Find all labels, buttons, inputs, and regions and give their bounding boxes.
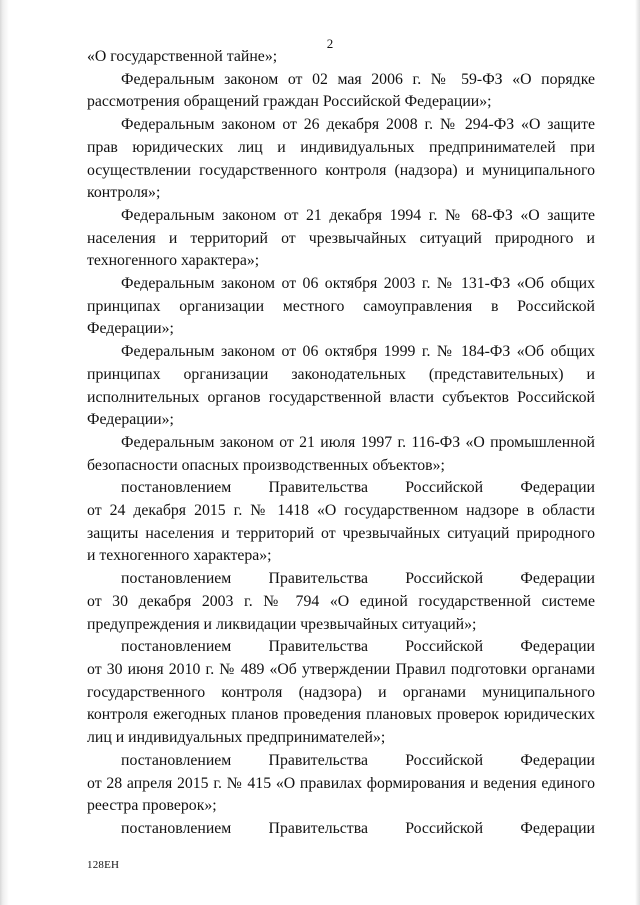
paragraph	[87, 114, 595, 205]
text-line: Федерации»;	[87, 320, 174, 338]
text-line: техногенного характера»;	[87, 252, 260, 270]
text-line: и техногенного характера»;	[87, 547, 272, 565]
text-line: осуществлении государственного контроля (надзора) и муниципального	[87, 161, 595, 179]
text-line: исполнительных органов государственной власти субъектов Российской	[87, 388, 595, 406]
text-line: контроля»;	[87, 184, 161, 202]
text-line: постановлением Правительства Российской Федерации	[121, 570, 595, 588]
paragraph	[87, 818, 595, 841]
paragraph	[87, 477, 595, 568]
paragraph	[87, 46, 595, 69]
text-line: Федерации»;	[87, 411, 174, 429]
paragraph	[87, 273, 595, 341]
text-line: защиты населения и территорий от чрезвычайных ситуаций природного	[87, 524, 595, 542]
text-line: принципах организации законодательных (представительных) и	[87, 365, 595, 383]
paragraph	[87, 636, 595, 750]
paragraph	[87, 750, 595, 818]
paragraph	[87, 432, 595, 477]
text-line: «О государственной тайне»;	[87, 48, 278, 65]
text-line: лиц и индивидуальных предпринимателей»;	[87, 729, 386, 747]
text-line: безопасности опасных производственных объектов»;	[87, 456, 445, 474]
text-line: Федеральным законом от 21 июля 1997 г. 116-ФЗ «О промышленной	[121, 433, 595, 451]
paragraph	[87, 568, 595, 636]
document-body	[87, 46, 595, 841]
text-line: принципах организации местного самоуправления в Российской	[87, 297, 595, 315]
text-line: предупреждения и ликвидации чрезвычайных ситуаций»;	[87, 615, 477, 633]
text-line: государственного контроля (надзора) и органами муниципального	[87, 683, 595, 701]
footer-code: 128ЕН	[87, 859, 120, 871]
text-line: Федеральным законом от 26 декабря 2008 г. № 294-ФЗ «О защите	[121, 116, 595, 134]
text-line: от 24 декабря 2015 г. № 1418 «О государственном надзоре в области	[87, 502, 595, 520]
text-line: прав юридических лиц и индивидуальных предпринимателей при	[87, 138, 595, 156]
text-line: реестра проверок»;	[87, 797, 217, 815]
paragraph	[87, 69, 595, 114]
text-line: от 30 июня 2010 г. № 489 «Об утверждении Правил подготовки органами	[87, 660, 595, 678]
text-line: контроля ежегодных планов проведения плановых проверок юридических	[87, 706, 595, 724]
text-line: рассмотрения обращений граждан Российской Федерации»;	[87, 93, 492, 111]
paragraph	[87, 205, 595, 273]
text-line: Федеральным законом от 02 мая 2006 г. № 59-ФЗ «О порядке	[121, 70, 595, 88]
text-line: постановлением Правительства Российской Федерации	[121, 479, 595, 497]
scan-shadow-left	[0, 0, 9, 905]
text-line: постановлением Правительства Российской Федерации	[121, 751, 595, 769]
text-line: постановлением Правительства Российской Федерации	[121, 638, 595, 656]
paragraph	[87, 341, 595, 432]
text-line: Федеральным законом от 21 декабря 1994 г. № 68-ФЗ «О защите	[121, 206, 595, 224]
text-line: Федеральным законом от 06 октября 2003 г. № 131-ФЗ «Об общих	[121, 275, 595, 293]
page-number: 2	[326, 36, 334, 51]
text-line: от 30 декабря 2003 г. № 794 «О единой государственной системе	[87, 592, 595, 610]
scan-shadow-right	[635, 0, 640, 905]
text-line: постановлением Правительства Российской Федерации	[121, 819, 595, 837]
text-line: от 28 апреля 2015 г. № 415 «О правилах формирования и ведения единого	[87, 774, 595, 792]
text-line: Федеральным законом от 06 октября 1999 г. № 184-ФЗ «Об общих	[121, 343, 595, 361]
text-line: населения и территорий от чрезвычайных ситуаций природного и	[87, 229, 595, 247]
